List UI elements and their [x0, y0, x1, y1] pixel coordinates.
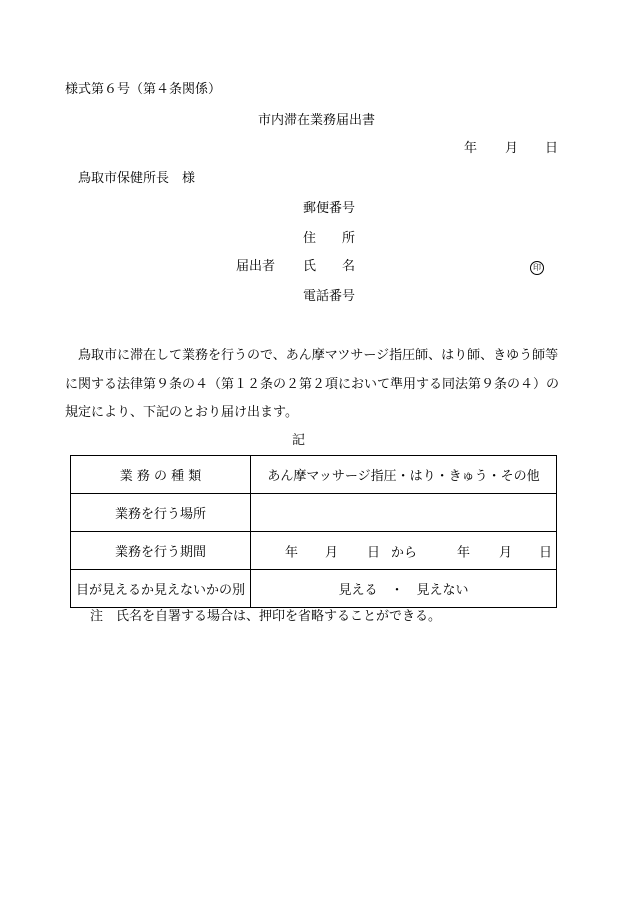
period-start-year: 年	[285, 545, 299, 560]
body-line-2: に関する法律第９条の４（第１２条の２第２項において準用する同法第９条の４）の	[65, 377, 560, 392]
date-month: 月	[505, 141, 519, 156]
notifier-label: 届出者	[236, 259, 276, 274]
name-label: 氏 名	[303, 259, 356, 274]
address-label: 住 所	[303, 231, 356, 246]
table-row	[71, 532, 557, 570]
period-end-year: 年	[457, 545, 471, 560]
postal-code-label: 郵便番号	[303, 201, 356, 216]
period-end-day: 日	[539, 545, 553, 560]
business-place-value	[251, 494, 557, 532]
period-start-day: 日	[367, 545, 381, 560]
footnote: 注 氏名を自署する場合は、押印を省略することができる。	[90, 609, 442, 624]
phone-label: 電話番号	[303, 289, 356, 304]
period-end-month: 月	[499, 545, 513, 560]
table-row	[71, 456, 557, 494]
date-year: 年	[464, 141, 478, 156]
ki-heading: 記	[292, 433, 306, 448]
period-from: から	[391, 545, 418, 560]
seal-mark	[530, 260, 544, 275]
seal-icon: 印	[530, 261, 544, 275]
document-title: 市内滞在業務届出書	[258, 113, 376, 128]
body-line-1: 鳥取市に滞在して業務を行うので、あん摩マツサージ指圧師、はり師、きゆう師等	[78, 348, 559, 363]
addressee: 鳥取市保健所長 様	[78, 171, 196, 186]
form-number: 様式第６号（第４条関係）	[65, 82, 222, 97]
table-row	[71, 570, 557, 608]
business-table	[70, 455, 557, 608]
business-type-label: 業 務 の 種 類	[71, 456, 251, 494]
business-period-label: 業務を行う期間	[71, 532, 251, 570]
vision-label: 目が見えるか見えないかの別	[71, 570, 251, 608]
business-period-value	[251, 532, 557, 570]
body-line-3: 規定により、下記のとおり届け出ます。	[65, 405, 298, 420]
period-start-month: 月	[325, 545, 339, 560]
business-type-value: あん摩マッサージ指圧・はり・きゅう・その他	[251, 456, 557, 494]
vision-value: 見える ・ 見えない	[251, 570, 557, 608]
table-row	[71, 494, 557, 532]
business-place-label: 業務を行う場所	[71, 494, 251, 532]
date-day: 日	[545, 141, 559, 156]
